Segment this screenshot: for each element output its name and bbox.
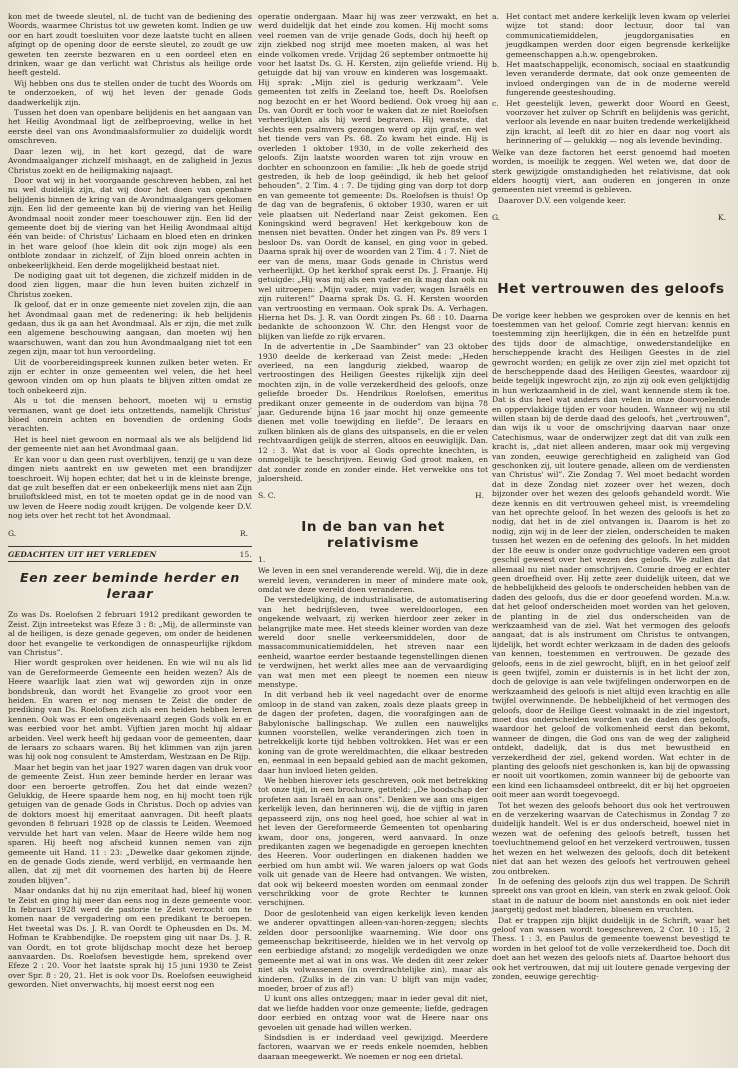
paragraph: Tot het wezen des geloofs behoort dus ook het vertrouwen en de verzekering waarvan de Catechismus in Zondag 7 zo duidelijk handelt. Wel is er dus onderscheid, hoewel niet in wezen wat de oefening des geloofs betreft, tussen het toevluchtnemend geloof en het verzekerd vertrouwen, tussen het wezen en het welwezen des geloofs, doch dit betekent niet dat aan het wezen des geloofs het vertrouwen geheel zou ontbreken. [492, 800, 730, 876]
signature-initial: G. [8, 528, 17, 538]
paragraph: In de advertentie in „De Saambinder” van 23 oktober 1930 deelde de kerkeraad van Zeist mede: „Heden overleed, na een langdurig ziekbed, waarop de vertroostingen des Heiligen Geestes rijkelijk zijn deel mochten zijn, in de volle verzekerdheid des geloofs, onze geliefde broeder Ds. Hendrikus Roelofsen, emeritus predikant onzer gemeente in de ouderdom van bijna 78 jaar. Gedurende bijna 16 jaar mocht hij onze gemeente dienen met volle toewijding en liefde”. De leraars en zulken blinken als de glans des uitspansels, en die er velen rechtvaardigen gelijk de sterren, altoos en eeuwiglijk. Dan. 12 : 3. Wat dat is voor al Gods oprechte knechten, is onmogelijk te beschrijven. Eeuwig God groot maken, en dat zonder zonde en zonder einde. Het verwekke ons tot jaloersheid. [258, 342, 488, 483]
paragraph: Uit de voorbereidingspreek kunnen zulken beter weten. Er zijn er echter in onze gemeenten wel velen, die het heel gewoon vinden om op hun plaats te blijven zitten omdat ze toch onbekeerd zijn. [8, 357, 252, 395]
paragraph: De nodiging gaat uit tot degenen, die zichzelf midden in de dood zien liggen, maar die hun leven buiten zichzelf in Christus zoeken. [8, 270, 252, 299]
signature-initial: H. [474, 491, 484, 501]
paragraph: Door de geslotenheid van eigen kerkelijk leven kenden we anderer opvattingen alleen-van-horen-zeggen; slechts zelden door persoonlijke waarneming. Wie door ons gemeenschap bekritiseerde, hielden we in het vervolg op een eerbiedige afstand; zo mogelijk verdedigden we onze gemeente met al wat in ons was. We deden dit zeer zeker niet als volwassenen (in overdrachtelijke zin), maar als kinderen. (Zulks in de zin van: U blijft van mijn vader, moeder, broer of zus af!) [258, 908, 488, 993]
paragraph: Er kan voor u dan geen rust overblijven, tenzij ge u van deze dingen niets aantrekt en uw geweten met een brandijzer toeschroeit. Wij hopen echter, dat het u in de kleinste brenge, dat ge zult beseffen dat er een onbekeerlijk mens niet aan Zijn bruiloftskleed mist, en tot te moeten opdat ge in de nood van uw leven de Heere nodig zoudt krijgen. De volgende keer D.V. nog iets over het recht tot het Avondmaal. [8, 454, 252, 521]
paragraph: Tussen het doen van openbare belijdenis en het aangaan van het Heilig Avondmaal ligt de zelfbeproeving, welke in het eerste deel van ons Avondmaalsformulier zo duidelijk wordt omschreven. [8, 108, 252, 146]
list-letter: a. [492, 12, 499, 21]
signature-line [258, 491, 484, 500]
section-title: GEDACHTEN UIT HET VERLEDEN [8, 549, 157, 559]
paragraph: U kunt ons alles ontzeggen; maar in ieder geval dit niet, dat we liefde hadden voor onze gemeente; liefde, gedragen door eerbied en ontzag voor wat de Heere naar ons gevoelen uit genade had willen werken. [258, 994, 488, 1032]
signature-line [8, 529, 248, 538]
paragraph: Sindsdien is er inderdaad veel gewijzigd. Meerdere factoren, waarvan we er reeds enkele noemden, hebben daaraan meegewerkt. We noemen er nog een drietal. [258, 1033, 488, 1061]
article-title: Het vertrouwen des geloofs [497, 280, 725, 297]
article-title: In de ban van het relativisme [301, 518, 445, 551]
paragraph: De vorige keer hebben we gesproken over de kennis en het toestemmen van het geloof. Comrie zegt hiervan: kennis en toestemming zijn heerlijkgen, die in één en hetzelfde punt des tijds door de almachtige, onwederstandelijke en herscheppende kracht des Heiligen Geestes in de ziel gewrocht worden; en gelijk ze over zijn ziel met opzicht tot de herscheppende daad des Heiligen Geestes, waardoor zij beide tegelijk ingewrocht zijn, zo zijn zij ook even gelijktijdig in hun werkzaamheid in de ziel, want kennende stem ik toe. Dat is dus heel wat anders dan velen in onze doorvoelende en oppervlakkige tijden er voor houden. Wanneer wij nu stil willen staan bij de derde daad des geloofs, het „vertrouwen”, dan wijs ik u voor de omschrijving daarvan naar onze Catechismus, waar de onderwijzer zegt dat dit van zulk een kracht is, „dat niet alleen anderen, maar ook mij vergeving van zonden, eeuwige gerechtigheid en zaligheid van God geschonken zij, uit loutere genade, alleen om de verdiensten van Christus' wil”. Zie Zondag 7. Wel moet bedacht worden dat in deze Zondag niet zozeer over het wezen, doch bijzonder over het wezen des geloofs gehandeld wordt. Wie deze kennis en dit vertrouwen geheel mist, is vreemdeling van het oprechte geloof. In het wezen des geloofs is het zo nodig, dat het in de ziel ontvangen is. Daarom is het zo nodig, zijn wij in de leer der zielen, onderscheiden te maken tussen het wezen en de oefening des geloofs. In het midden der 18e eeuw is onder onze godvruchtige vaderen een groot geschil geweest over het wezen des geloofs. We zullen dat allemaal nu niet nader omschrijven. Comrie droeg er echter geen droefheid over. Hij zette zeer duidelijk uiteen, dat we de hebbelijkheid des geloofs te onderscheiden hebben van de daden des geloofs, dus die er door geoefend worden. M.a.w. dat het geloof onderscheiden moet worden van het geloven, de planting in de ziel dus onderscheiden van de werkzaamheid van de ziel. Wat het vermogen des geloofs aangaat, dat is als instrument om Christus te ontvangen, lijdelijk, het wordt echter werkzaam in de daden des geloofs van kennen, toestemmen en vertrouwen. De gezade des geloofs, eens in de ziel gewrocht, blijft, en in het geloof zelf is geen twijfel, zomin er duisternis is in het licht der zon, doch de gelovige is aan vele twijfelingen onderworpen en de werkzaamheid des geloofs is niet altijd even krachtig en alle twijfel overwinnende. De hebbelijkheid of het vermogen des geloofs, door de Heilige Geest volmaakt in de ziel ingestort, moet dus onderscheiden worden van de daden des geloofs, waardoor het geloof de volkomenheid eerst dan bekomt, wanneer de dingen, die God ons van de weg der zaligheid ontdekt, dadelijk, dat is dus met bewustheid en verzekerdheid der ziel, gekend worden. Wat echter in de planting des geloofs niet geschonken is, kan bij de opwassing er nooit uit voortkomen, zomin wanneer bij de geboorte van een kind een lichaamsdeel ontbreekt, dit er bij het opgroeien ooit meer aan wordt toegevoegd. [492, 310, 730, 800]
column-right [492, 12, 730, 982]
column-left [8, 12, 252, 991]
list-item [492, 99, 730, 146]
paragraph: In de oefening des geloofs zijn dus wel trappen. De Schrift spreekt ons van groot en klein, van sterk en zwak geloof. Ook staat in de natuur de boom niet aanstonds en ook niet ieder jaargetij gedost met bladeren, bloesem en vruchten. [492, 876, 730, 915]
paragraph: We leven in een snel veranderende wereld. Wij, die in deze wereld leven, veranderen in meer of mindere mate ook, omdat we deze wereld doen veranderen. [258, 566, 488, 594]
list-item [492, 12, 730, 59]
divider [8, 561, 252, 562]
article-title: Een zeer beminde herder en leraar [19, 570, 241, 602]
list-text: Het contact met andere kerkelijk leven kwam op velerlei wijze tot stand: door lectuur, door tal van communicatiemiddelen, jeugdorganisaties en jeugdkampen werden door eigen begrensde kerkelijke gemeenschappen a.h.w. opengebroken. [506, 12, 730, 59]
paragraph: Als u tot die mensen behoort, moeten wij u ernstig vermanen, want ge doet iets ontzettends, namelijk Christus' bloed onrein achten en bovendien de ordening Gods verachten. [8, 396, 252, 434]
section-header [8, 550, 252, 559]
signature-initial: G. [492, 213, 501, 223]
signature-line [492, 213, 726, 222]
paragraph: kon met de tweede sleutel, nl. de tucht van de bediening des Woords, waarmee Christus tot uw geweten komt. Indien ge uw oor en hart zoudt toesluiten voor deze laatste tucht en alleen afgingt op de opening door de eerste sleutel, zo zoudt ge uw geweten ten zeerste bezwaren en u een oordeel eten en drinken, waar ge dan verlicht wat Christus als heilige orde heeft gesteld. [8, 12, 252, 78]
paragraph: Daar lezen wij, in het kort gezegd, dat de ware Avondmaalganger zichzelf mishaagt, en de zaligheid in Jezus Christus zoekt en de heiligmaking najaagt. [8, 146, 252, 175]
paragraph: Ik geloof, dat er in onze gemeente niet zovelen zijn, die aan het Avondmaal gaan met de redenering: ik heb belijdenis gedaan, dus ik ga aan het Avondmaal. Als er zijn, die met zulk een algemene beschouwing aangaan, dan moeten wij hen waarschuwen, want dan zou hun Avondmaalgang niet tot een zegen zijn, maar tot hun veroordeling. [8, 300, 252, 357]
article-number: 1. [258, 554, 266, 564]
paragraph: Het is heel niet gewoon en normaal als we als belijdend lid der gemeente niet aan het Avondmaal gaan. [8, 434, 252, 454]
signature-initial: S. C. [258, 491, 276, 501]
list-item [492, 60, 730, 98]
paragraph: Hier wordt gesproken over heidenen. En wie wil nu als lid van de Gereformeerde Gemeente een heiden wezen? Als de Heere waarlijk laat zien wat wij geworden zijn in onze bondsbreuk, dan wordt het Evangelie zo groot voor een heiden. En waren er nog mensen te Zeist die onder de prediking van Ds. Roelofsen zich als een heiden hebben leren kennen. Ook was er een ongeëvenaard zegen Gods volk en er was eerbied voor het ambt. Vijftien jaren mocht hij aldaar arbeiden. Veel werk heeft hij gedaan voor de gemeenten, daar de leraars zo schaars waren. Bij het klimmen van zijn jaren was hij ook nog consulent te Amsterdam, Westzaan en De Rijp. [8, 658, 252, 762]
paragraph: We hebben hierover iets geschreven, ook met betrekking tot onze tijd, in een brochure, getiteld: „De boodschap der profeten aan Israël en aan ons”. Denken we aan ons eigen kerkelijk leven, dan herinneren wij, die de vijftig in jaren gepasseerd zijn, ons nog heel goed, hoe schier al wat in het leven der Gereformeerde Gemeenten tot openbaring kwam, door ons, jongeren, werd aanvaard. In onze predikanten zagen we begenadigde en geroepen knechten des Heeren. Voor ouderlingen en diakenen hadden we eerbied om hun ambt wil. We waren jaloers op wat Gods volk uit genade van de Heere had ontvangen. We wisten, dat ook wij bekeerd moesten worden om eenmaal zonder verschrikking voor de grote Rechter te kunnen verschijnen. [258, 776, 488, 908]
signature-initial: K. [717, 213, 726, 223]
divider [8, 546, 252, 547]
paragraph: Door wat wij in het voorgaande geschreven hebben, zal het nu wel duidelijk zijn, dat wij door het doen van openbare belijdenis binnen de kring van de Avondmaalgangers gekomen zijn. Een lid der gemeente kan bij de viering van het Heilig Avondmaal nooit zonder meer toeschouwer zijn. Een lid der gemeente doet bij de viering van het Heilig Avondmaal altijd één van beide: of Christus' Lichaam en bloed eten en drinken in het ware geloof (hoe klein dit ook zijn moge) als een ontblote zondaar in zichzelf, of Zijn bloed onrein achten in onbekeerlijkheid. Een derde mogelijkheid bestaat niet. [8, 175, 252, 270]
list-text: Het maatschappelijk, economisch, sociaal en staatkundig leven veranderde dermate, dat ook onze gemeenten de invloed ondergingen van de in de moderne wereld fungerende geesteshouding. [506, 60, 730, 98]
list-letter: b. [492, 60, 500, 70]
factor-list [492, 12, 730, 146]
list-text: Het geestelijk leven, gewerkt door Woord en Geest, voorzover het zulver op Schrift en belijdenis was gericht, verloor als levende en naar buiten tredende werkelijkheid zijn kracht, al leeft dit zo hier en daar nog voort als herinnering of — gelukkig — nog als levende bevinding. [506, 98, 730, 146]
paragraph: Dat er trappen zijn blijkt duidelijk in de Schrift, waar het geloof van wassen wordt toegeschreven, 2 Cor. 10 : 15, 2 Thess. 1 : 3, en Paulus de gemeente toewenst bevestigd te worden in het geloof tot de volle verzekerdheid toe. Doch dit doet aan het wezen des geloofs niets af. Daartoe behoort dus ook het vertrouwen, dat mij uit loutere genade vergeving der zonden, eeuwige gerechtig- [492, 915, 730, 981]
paragraph: Maar ondanks dat hij nu zijn emeritaat had, bleef hij wonen te Zeist en ging hij meer dan eens nog in deze gemeente voor. In februari 1928 werd de pastorie te Zeist verzocht om te komen naar de vergadering om een predikant te beroepen. Het tweetal was Ds. J. R. van Oordt te Opheusden en Ds. M. Hofman te Krabbendijke. De roepstem ging uit naar Ds. J. R. van Oordt, en tot grote blijdschap mocht deze het beroep aanvaarden. Ds. Roelofsen bevestigde hem, sprekend over Efeze 2 : 20. Voor het laatste sprak hij 15 juni 1930 te Zeist over Spr. 8 : 20, 21. Het is ook voor Ds. Roelofsen eeuwigheid geworden. Niet onverwachts, hij moest eerst nog een [8, 886, 252, 990]
list-letter: c. [492, 98, 499, 108]
paragraph: Wij hebben ons dus te stellen onder de tucht des Woords om te onderzoeken, of wij het leven der genade Gods daadwerkelijk zijn. [8, 78, 252, 107]
paragraph: Zo was Ds. Roelofsen 2 februari 1912 predikant geworden te Zeist. Zijn intreetekst was Efeze 3 : 8: „Mij, de allerminste van al de heiligen, is deze genade gegeven, om onder de heidenen door het evangelie te verkondigen de onnaspeurlijke rijkdom van Christus”. [8, 610, 252, 657]
page-number: 15. [239, 549, 252, 559]
paragraph: In dit verband heb ik veel nagedacht over de enorme omloop in de stand van zaken, zoals deze plaats greep in de dagen der profeten, dagen, die voorafgingen aan de Babylonische ballingschap. We zullen een nauwelijks kunnen voorstellen, welke veranderingen zich toen in betrekkelijk korte tijd hebben voltrokken. Het was er een koning van de grote wereldmachten, die elkaar bestreden en, eenmaal in een bepaald gebied aan de macht gekomen, daar hun invloed lieten gelden. [258, 690, 488, 775]
paragraph: Maar het begin van het jaar 1927 waren dagen van druk voor de gemeente Zeist. Hun zeer beminde herder en leraar was door een beroerte getroffen. Zou het dat einde wezen? Gelukkig, de Heere spaarde hem nog, en hij mocht toen rijk getuigen van de genade Gods in Christus. Doch op advies van de doktors moest hij emeritaat aanvragen. Dit heeft plaats gevonden 8 februari 1928 op de classis te Leiden. Weemoed vervulde het hart van velen. Maar de Heere wilde hem nog sparen. Hij heeft nog afscheid kunnen nemen van zijn gemeente uit Hand. 11 : 23: „Dewelke daar gekomen zijnde, en de genade Gods ziende, werd verblijd, en vermaande hen allen, dat zij met dit voornemen des harten bij de Heere zouden blijven”. [8, 762, 252, 885]
signature-initial: R. [239, 528, 248, 538]
paragraph: Welke van deze factoren het eerst genoemd had moeten worden, is moeilijk te zeggen. Wel weten we, dat door de sterk gewijzigde omstandigheden het relativisme, dat ook elders hoogtij viert, aan ouderen en jongeren in onze gemeenten niet vreemd is gebleven. [492, 147, 730, 195]
paragraph: Daarover D.V. een volgende keer. [498, 195, 626, 205]
paragraph: operatie ondergaan. Maar hij was zeer verzwakt, en het werd duidelijk dat het einde zou komen. Hij mocht soms veel roemen van de vrije genade Gods, doch hij heeft op zijn ziekbed nog strijd mee moeten maken, al was het einde volkomen vrede. Vrijdag 26 september ontmoette hij voor het laatst Ds. G. H. Kersten, zijn geliefde vriend. Hij getuigde dat hij van vrouw en kinderen was losgemaakt. Hij sprak: „Mijn ziel is gedurig werkzaam”. Vele gemeenten tot zelfs in Zeeland toe, heeft Ds. Roelofsen nog bezocht en er het Woord bediend. Ook vroeg hij aan Ds. van Oordt er toch voor te waken dat ze niet Roelofsen verheerlijkten als hij werd begraven. Hij wenste, dat slechts een psalmvers gezongen werd op zijn graf, en wel het tiende vers van Ps. 68. Zo kwam het einde. Hij is overleden 1 oktober 1930, in de volle zekerheid des geloofs. Zijn laatste woorden waren tot zijn vrouw en dochter en schoonzoon en familie: „Ik heb de goede strijd gestreden, ik heb de loop geëindigd, ik heb het geloof behouden”. 2 Tim. 4 : 7. De tijding ging van dorp tot dorp en van gemeente tot gemeente: Ds. Roelofsen is thuis! Op de dag van de begrafenis, 6 oktober 1930, waren er uit vele plaatsen uit Nederland naar Zeist gekomen. Een Koningskind werd begraven! Het kerkgebouw kon de mensen niet bevatten. Onder het zingen van Ps. 89 vers 1 besloor Ds. van Oordt de kansel, en ging voor in gebed. Daarna sprak hij over de woorden van 2 Tim. 4 : 7. Niet de eer van de mens, maar Gods genade in Christus werd verheerlijkt. Op het kerkhof sprak eerst Ds. J. Fraanje. Hij getuigde: „Hij was mij als een vader en ik mag dan ook nu wel uitroepen: „Mijn vader, mijn vader, wagen Israëls en zijn ruiteren!” Daarna sprak Ds. G. H. Kersten woorden van vertroosting en vermaan. Ook sprak Ds. A. Verhagen. Hierna het Ds. J. R. van Oordt zingen Ps. 68 : 10. Daarna bedankte de schoonzoon W. Chr. den Hengst voor de blijken van liefde zo rijk ervaren. [258, 12, 488, 341]
column-middle [258, 12, 488, 1062]
paragraph: De verstedelijking, de industrialisatie, de automatisering van het bedrijfsleven, twee wereldoorlogen, een ongekende welvaart, zij werken hierdoor zeer zeker in belangrijke mate mee. Het steeds kleiner worden van deze wereld door snelle verkeersmiddelen, door de massacommunicatiemiddelen, het streven naar een eenheid, waartoe eerder bestaande tegenstellingen dienen te verdwijnen, het werkt alles mee aan de vervaardiging van wat men met een pleegt te noemen een nieuw menstype. [258, 595, 488, 689]
